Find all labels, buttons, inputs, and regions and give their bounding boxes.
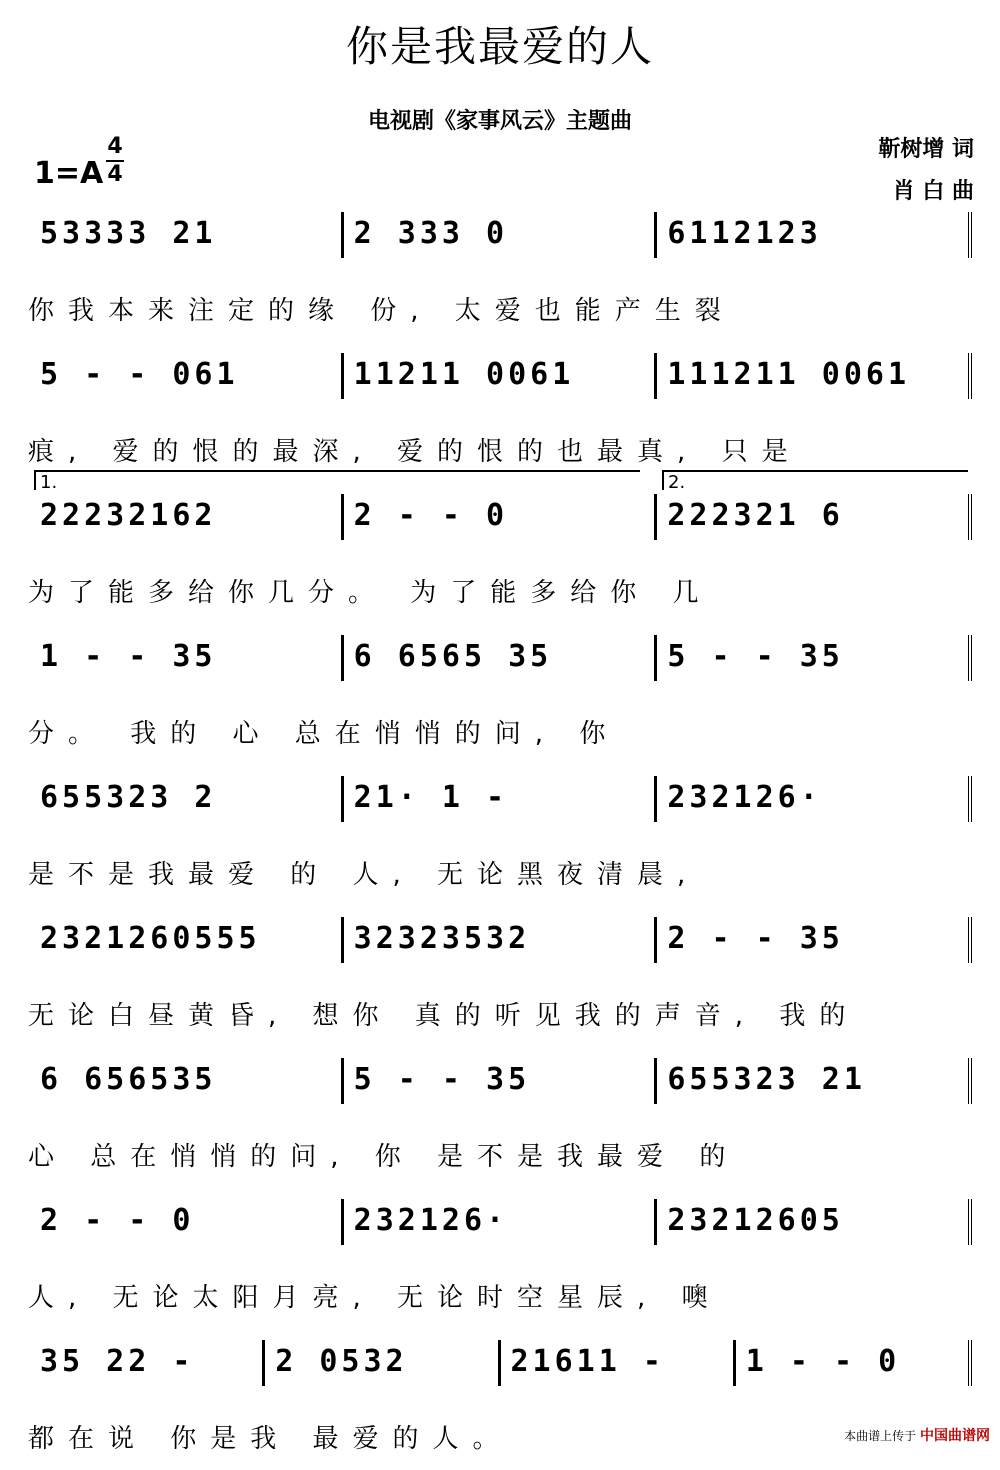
lyrics-line: 心 总在悄悄的问, 你 是不是我最爱 的 xyxy=(28,1142,740,1172)
measure: 6112123 xyxy=(657,212,972,258)
measure: 111211 0061 xyxy=(657,353,972,399)
measure: 5 - - 35 xyxy=(657,635,972,681)
notes-line xyxy=(30,917,972,963)
time-signature xyxy=(106,134,124,188)
key-signature: 1=A xyxy=(34,156,104,191)
lyrics-line: 是不是我最爱 的 人, 无论黑夜清晨, xyxy=(28,860,700,890)
footer xyxy=(844,1425,990,1445)
lyricist-credit: 靳树增 词 xyxy=(878,137,974,162)
meter-bottom: 4 xyxy=(107,162,123,187)
measure: 32323532 xyxy=(344,917,658,963)
volta-first-ending: 1. xyxy=(34,470,640,490)
lyrics-line: 你我本来注定的缘 份, 太爱也能产生裂 xyxy=(28,296,735,326)
score-row xyxy=(0,635,1000,765)
score-row xyxy=(0,917,1000,1047)
notes-line xyxy=(30,1199,972,1245)
measure: 6 6565 35 xyxy=(344,635,658,681)
notes-line xyxy=(30,353,972,399)
measure: 2 - - 0 xyxy=(344,494,658,540)
notes-line xyxy=(30,1058,972,1104)
measure: 2 - - 35 xyxy=(657,917,972,963)
measure: 2 - - 0 xyxy=(30,1199,344,1245)
lyrics-line: 都在说 你是我 最爱的人。 xyxy=(28,1424,513,1454)
lyrics-line: 人, 无论太阳月亮, 无论时空星辰, 噢 xyxy=(28,1283,722,1313)
lyrics-line: 痕, 爱的恨的最深, 爱的恨的也最真, 只是 xyxy=(28,437,802,467)
measure: 655323 2 xyxy=(30,776,344,822)
notes-line xyxy=(30,494,972,540)
measure: 53333 21 xyxy=(30,212,344,258)
meter-top: 4 xyxy=(107,134,123,159)
score-row xyxy=(0,1199,1000,1329)
song-title: 你是我最爱的人 xyxy=(345,22,654,71)
notes-line xyxy=(30,776,972,822)
lyrics-line: 为了能多给你几分。 为了能多给你 几 xyxy=(28,578,713,608)
measure: 5 - - 061 xyxy=(30,353,344,399)
score-row xyxy=(0,212,1000,342)
measure: 11211 0061 xyxy=(344,353,658,399)
volta-second-ending: 2. xyxy=(662,470,968,490)
lyrics-line: 无论白昼黄昏, 想你 真的听见我的声音, 我的 xyxy=(28,1001,860,1031)
measure: 2 0532 xyxy=(265,1340,500,1386)
measure: 2 333 0 xyxy=(344,212,658,258)
measure: 222321 6 xyxy=(657,494,972,540)
measure: 23212605 xyxy=(657,1199,972,1245)
measure: 35 22 - xyxy=(30,1340,265,1386)
measure: 6 656535 xyxy=(30,1058,344,1104)
score-row xyxy=(0,353,1000,483)
measure: 21· 1 - xyxy=(344,776,658,822)
notes-line xyxy=(30,1340,972,1386)
footer-site: 中国曲谱网 xyxy=(920,1428,990,1444)
measure: 232126· xyxy=(657,776,972,822)
notes-line xyxy=(30,212,972,258)
song-subtitle: 电视剧《家事风云》主题曲 xyxy=(367,109,632,134)
score-row xyxy=(0,1058,1000,1188)
score-row xyxy=(0,776,1000,906)
notes-line xyxy=(30,635,972,681)
composer-credit: 肖 白 曲 xyxy=(892,179,974,204)
measure: 21611 - xyxy=(501,1340,736,1386)
measure: 655323 21 xyxy=(657,1058,972,1104)
measure: 2321260555 xyxy=(30,917,344,963)
lyrics-line: 分。 我的 心 总在悄悄的问, 你 xyxy=(28,719,620,749)
score-row xyxy=(0,472,1000,624)
measure: 5 - - 35 xyxy=(344,1058,658,1104)
measure: 1 - - 35 xyxy=(30,635,344,681)
footer-prefix: 本曲谱上传于 xyxy=(844,1429,917,1443)
measure: 22232162 xyxy=(30,494,344,540)
measure: 232126· xyxy=(344,1199,658,1245)
measure: 1 - - 0 xyxy=(736,1340,972,1386)
